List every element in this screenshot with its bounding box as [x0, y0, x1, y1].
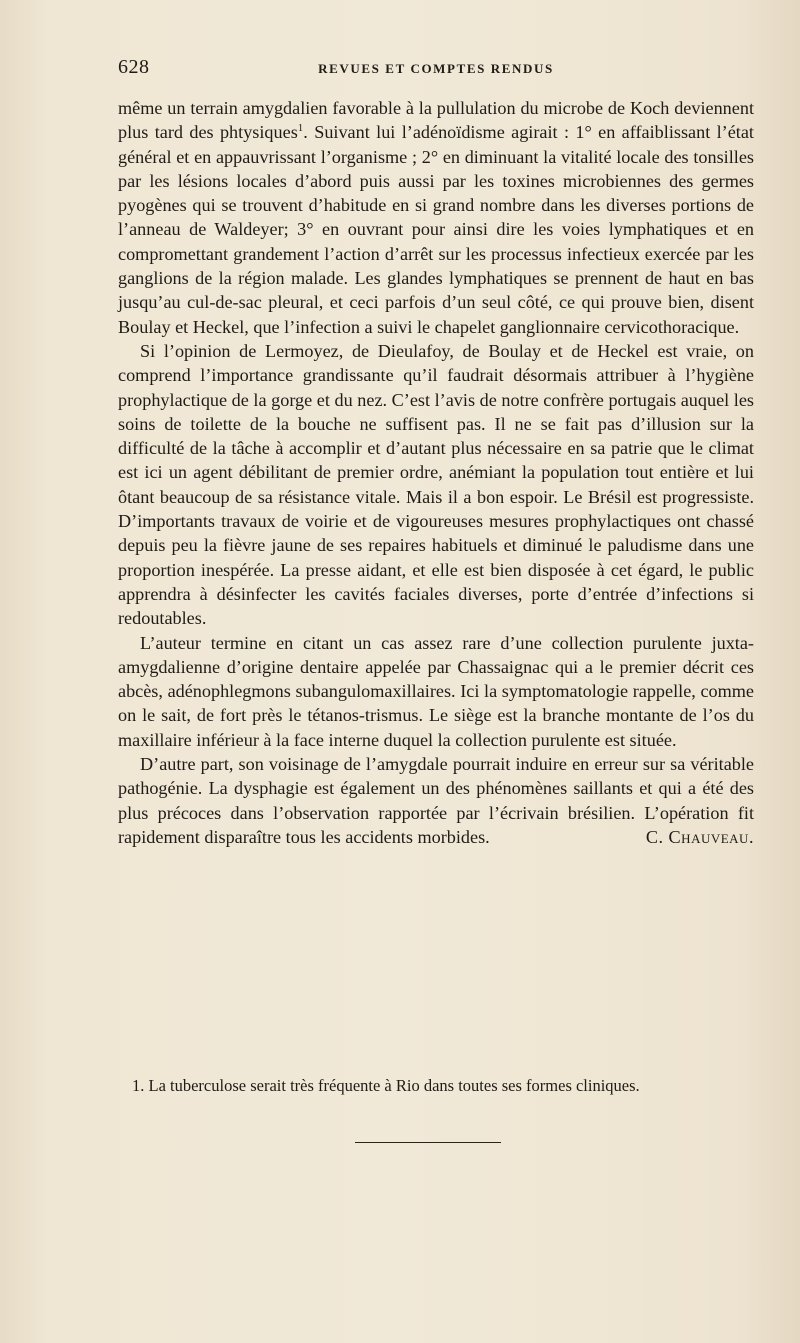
paragraph-2: Si l’opinion de Lermoyez, de Dieulafoy, de Boulay et de Heckel est vraie, on comprend l’importance grandissante qu’il faudrait désormais attribuer à l’hygiène prophylactique de la gorge et du nez. C’est l’avis de notre confrère portugais auquel les soins de toilette de la bouche ne suffisent pas. Il ne se fait pas d’illusion sur la difficulté de la tâche à accomplir et d’autant plus nécessaire en sa patrie que le climat est ici un agent débilitant de premier ordre, anémiant la population tout entière et lui ôtant beaucoup de sa résistance vitale. Mais il a bon espoir. Le Brésil est progressiste. D’importants travaux de voirie et de vigoureuses mesures prophylactiques ont chassé depuis peu la fièvre jaune de ses repaires habituels et diminué le paludisme dans une proportion inespérée. La presse aidant, et elle est bien disposée à cet égard, le public apprendra à désinfecter les cavités faciales diverses, porte d’entrée d’infections si redoutables. — [118, 340, 754, 629]
article-body — [118, 96, 754, 849]
running-head: REVUES ET COMPTES RENDUS — [318, 61, 554, 76]
signature-initial: C. — [645, 826, 669, 847]
paragraph-1-text: même un terrain amygdalien favorable à la pullulation du microbe de Koch deviennent plus tard des phtysiques — [118, 98, 754, 143]
page-number: 628 — [118, 56, 150, 78]
signature-name: Chauveau. — [668, 826, 754, 847]
paragraph-1 — [118, 96, 754, 339]
page-header — [118, 56, 754, 82]
end-rule — [355, 1142, 501, 1143]
footnote-reference: 1 — [297, 122, 304, 135]
paragraph-4-text: D’autre part, son voisinage de l’amygdale pourrait induire en erreur sur sa véritable pathogénie. La dysphagie est également un des phénomènes saillants et qui a été des plus précoces dans l’observation rapportée par l’écrivain brésilien. L’opération fit rapidement disparaître tous les accidents morbides. — [118, 754, 754, 847]
paragraph-3: L’auteur termine en citant un cas assez rare d’une collection purulente juxta-amygdalienne d’origine dentaire appelée par Chassaignac qui a le premier décrit ces abcès, adénophlegmons subangulomaxillaires. Ici la symptomatologie rappelle, comme on le sait, de fort près le tétanos-trismus. Le siège est la branche montante de l’os du maxillaire inférieur à la face interne duquel la collection purulente est située. — [118, 632, 754, 750]
paragraph-4 — [118, 752, 754, 849]
footnote: 1. La tuberculose serait très fréquente à Rio dans toutes ses formes cliniques. — [132, 1076, 640, 1095]
signature — [624, 825, 754, 849]
paragraph-1-text-rest: . Suivant lui l’adénoïdisme agirait : 1° en affaiblissant l’état général et en appauvrissant l’organisme ; 2° en diminuant la vitalité locale des tonsilles par les lésions locales d’abord puis aussi par les toxines microbiennes des germes pyogènes qui se trouvent d’habitude en si grand nombre dans les diverses portions de l’anneau de Waldeyer; 3° en ouvrant pour ainsi dire les voies lymphatiques et en compromettant grandement l’action d’arrêt sur les processus infectieux exercée par les ganglions de la région malade. Les glandes lymphatiques se prennent de haut en bas jusqu’au cul-de-sac pleural, et ceci parfois d’un seul côté, ce qui prouve bien, disent Boulay et Heckel, que l’infection a suivi le chapelet ganglionnaire cervicothoracique. — [118, 122, 754, 337]
